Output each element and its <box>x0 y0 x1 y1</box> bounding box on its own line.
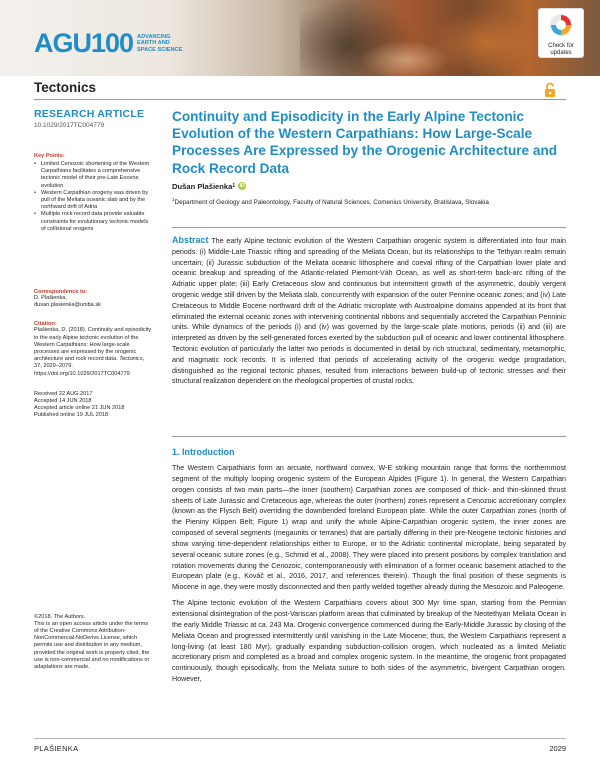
sidebar <box>34 108 152 671</box>
author-name[interactable]: Dušan Plašienka <box>172 181 233 191</box>
key-points-list <box>34 161 152 233</box>
abstract <box>172 235 566 387</box>
agu-logo-text: AGU100 <box>34 28 134 58</box>
header-banner <box>0 0 600 76</box>
abstract-divider-top <box>172 227 566 228</box>
date-received: Received 22 AUG 2017 <box>34 390 93 397</box>
key-point-item: • Limited Cenozoic shortening of the Western Carpathians facilitates a comprehensive tectonic model of their pre-Late Eocene evolution <box>34 161 152 190</box>
key-point-item: • Western Carpathian orogeny was driven by pull of the Meliata oceanic slab and by the northward drift of Adria <box>34 190 152 212</box>
agu-logo-tagline: ADVANCING EARTH AND SPACE SCIENCE <box>137 33 183 53</box>
check-for-updates-badge[interactable] <box>538 8 584 58</box>
license-text[interactable]: This is an open access article under the terms of the Creative Commons Attribution-NonCommercial-NoDerivs License, which permits use and distribution in any medium, provided the original work is properly cited, the use is non-commercial and no modifications or adaptations are made. <box>34 620 150 671</box>
abstract-divider-bottom <box>172 436 566 437</box>
dates-section <box>34 391 152 420</box>
date-accepted: Accepted 14 JUN 2018 <box>34 398 92 405</box>
key-points-heading: Key Points: <box>34 153 65 159</box>
citation-section <box>34 321 152 377</box>
article-header <box>172 108 566 206</box>
citation-heading: Citation: <box>34 321 57 328</box>
date-accepted-online: Accepted article online 21 JUN 2018 <box>34 405 125 412</box>
check-updates-label: Check for updates <box>548 43 574 56</box>
doi-link[interactable]: 10.1029/2017TC004779 <box>34 122 105 129</box>
key-point-item: • Multiple rock record data provide valuable constraints for evolutionary tectonic models of collisional orogens <box>34 211 152 233</box>
correspondence-email[interactable]: dusan.plasienka@uniba.sk <box>34 302 101 309</box>
copyright-line: ©2018. The Authors. <box>34 613 86 620</box>
section-introduction <box>172 447 566 685</box>
abstract-label: Abstract <box>172 235 209 245</box>
correspondence-section <box>34 289 152 309</box>
date-published: Published online 19 JUL 2018 <box>34 412 109 419</box>
paragraph: The Alpine tectonic evolution of the Western Carpathians covers about 300 Myr time span, starting from the Permian extensional disintegration of the post-Variscan platform areas that culminated by breakup of the Neotethyan Meliata Ocean in the early Middle Triassic at ca. 243 Ma. Orogenic convergence commenced during the Early-Middle Jurassic by closing of the Meliata Ocean and progressed intermittently until vanishing in the Late Miocene; thus, the Western Carpathians represent a long-living (at least 180 Myr), gradually expanding subduction-collision orogen, which nucleated as a limited Meliatic accretionary prism and completed as a broad and complex orogenic system. In the meantime, the orogenic front propagated continuously, though episodically, from the Meliata suture to both sides of the asymmetric, bivergent Carpathian orogen. However, <box>172 599 566 684</box>
agu-logo[interactable] <box>34 30 182 57</box>
article-title: Continuity and Episodicity in the Early Alpine Tectonic Evolution of the Western Carpathians: How Large-Scale Processes Are Expressed by the Orogenic Architecture and Rock Record Data <box>172 109 558 176</box>
citation-doi[interactable]: , 37, 2029–2079. https://doi.org/10.1029/2017TC004779 <box>34 356 145 377</box>
citation-text: Plašienka, D. (2018). Continuity and episodicity in the early Alpine tectonic evolution of the Western Carpathians: How large-scale processes are expressed by the orogenic architecture and rock record data. Tectonics, 37, 2029–2079. https://doi.org/10.1029/2017TC004779 <box>34 327 152 377</box>
license-section <box>34 614 152 672</box>
banner-rock-texture <box>360 40 450 76</box>
correspondence-heading: Correspondence to: <box>34 289 88 296</box>
correspondence-name: D. Plašienka, <box>34 295 67 302</box>
citation-journal: Tectonics <box>119 356 143 363</box>
abstract-text: The early Alpine tectonic evolution of the Western Carpathian orogenic system is differentiated into four main periods: (i) Middle-Late Triassic rifting and spreading of the Meliata Ocean, but its relationships to the Tethyan realm remain uncertain; (ii) Jurassic subduction of the Meliata oceanic lithosphere and coeval rifting of the Carpathian lower plate and oceanic breakup and spreading of the Atlantic-related Piemont-Váh Ocean, as well as short-term back-arc rifting of the Adriatic upper plate; (iii) Early Cretaceous slow and continuous but intermittent growth of the asymmetric, doubly vergent orogenic wedge still driven by the Meliata slab, concurrently with expansion of the outer Pennine oceanic zones; and (iv) Late Cretaceous to Middle Eocene northward drift of the Adriatic microplate with Austroalpine domains appended at its front that eliminated the external oceanic zones with intervening continental ribbons and sequentially accreted the Carpathian Penninic units. While dynamics of the periods (i) and (iv) was governed by the large-scale plate motions, periods (ii) and (iii) are interpreted as driven by the self-generated forces exerted by the subduction pull of oceanic and lower continental lithosphere. Tectonic evolution of particularly the latter two periods is documented in detail by rich structural, sedimentary, metamorphic, and magmatic rock records. It is inferred that periods of accelerating activity of the orogenic wedge progradation, distinguished as the regional tectonic phases, resulted from interactions between build-up of tectonic stresses and their structural realization dependent on the rheological properties of crustal rocks. <box>172 237 567 386</box>
header-divider <box>34 99 566 100</box>
section-heading: 1. Introduction <box>172 447 235 457</box>
open-access-lock-icon <box>543 82 557 98</box>
running-author: PLAŠIENKA <box>34 744 79 753</box>
journal-title[interactable]: Tectonics <box>34 80 97 95</box>
affiliation: $^1$Department of Geology and Paleontology, Faculty of Natural Sciences, Comenius University, Bratislava, Slovakia <box>172 196 489 206</box>
author-line <box>172 182 566 191</box>
paragraph: The Western Carpathians form an arcuate, northward convex, W-E striking mountain range that forms the northernmost segment of the multiply looping orogenic system of the European Alpides (Figure 1). In general, the Western Carpathian orogen consists of two main parts—the inner (southern) Carpathian zones are composed of thick- and thin-skinned thrust sheets of Late Jurassic and Cretaceous age, whereas the outer (northern) zones represent a Cenozoic accretionary complex (known as the Flysch Belt) overriding the downbended foreland European plate. While the outer Carpathian zones (north of the Pieniny Klippen Belt; Figure 1) wrap and unify the whole Alpine-Carpathian orogenic system, the inner zones are composed of several segments (megaunits or terranes) that are partially differing in their pre-Neogene tectonic histories and show varying time-dependent relationships either to Europe, or to the Adriatic continental microplate, being separated by several oceanic suture zones (e.g., Schmid et al., 2008). They were placed into present positions by complex translation and rotation movements during the Cenozoic, contemporaneously with elimination of a former oceanic basement attached to the European plate (e.g., Kováč et al., 2016, 2017, and references therein). Though the final position of these segments is Miocene in age, they were mostly disconnected and then partly welded together already during the Mesozoic and Paleogene. <box>172 464 566 592</box>
article-type-label: RESEARCH ARTICLE <box>34 108 145 120</box>
check-updates-icon <box>549 13 573 37</box>
page-number: 2029 <box>549 744 566 753</box>
author-affil-marker: 1 <box>232 183 236 190</box>
orcid-icon[interactable]: iD <box>239 183 245 190</box>
footer-divider <box>34 738 566 739</box>
key-points-section <box>34 153 152 233</box>
